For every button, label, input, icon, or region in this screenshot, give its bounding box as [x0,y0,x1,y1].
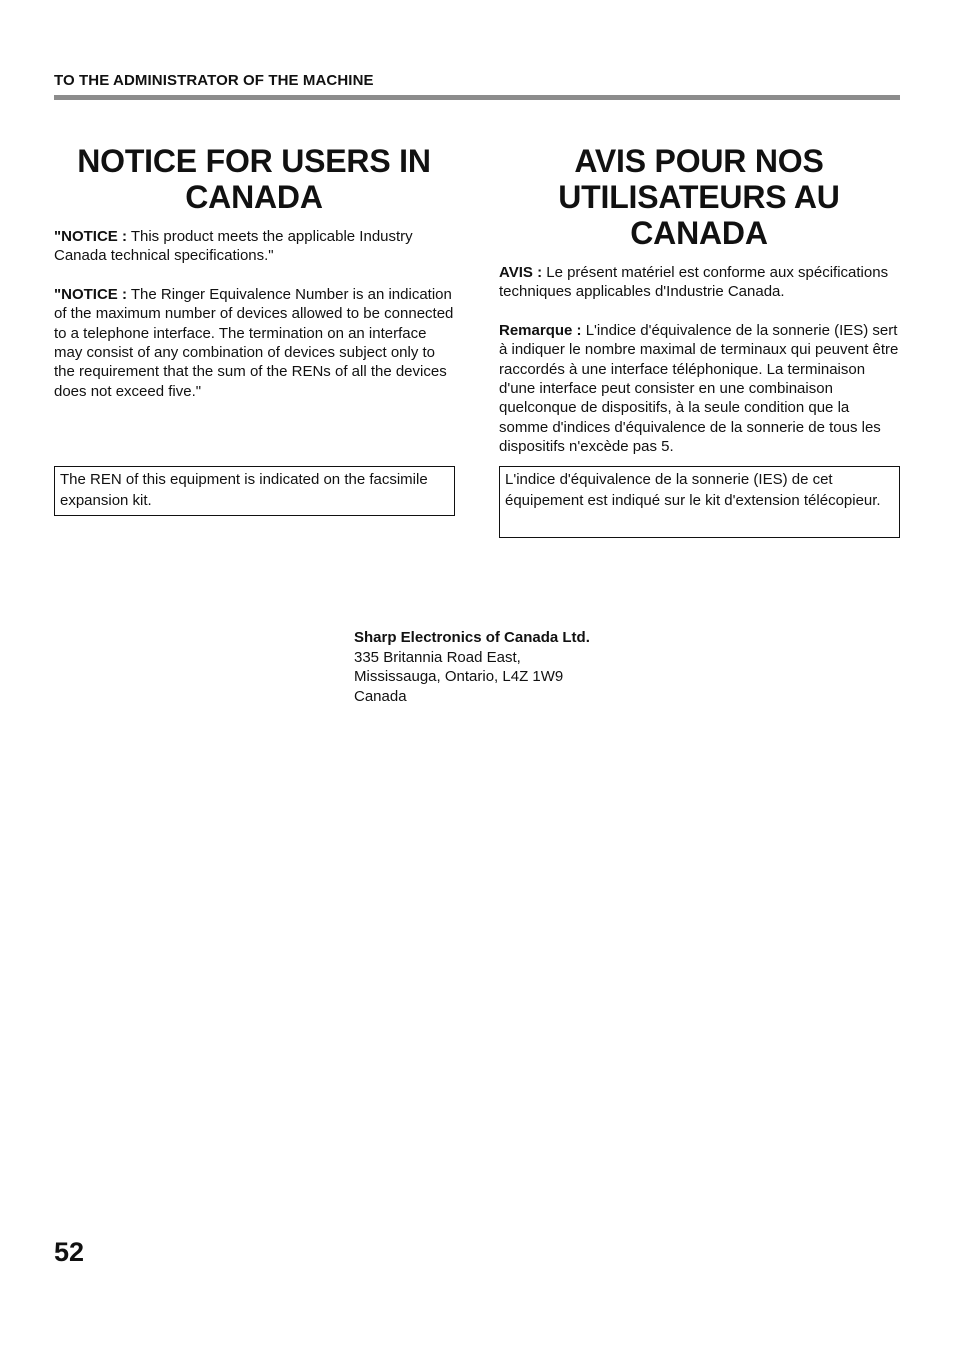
remarque-label: Remarque : [499,321,582,339]
notice-2-label: "NOTICE : [54,285,127,303]
avis-text: Le présent matériel est conforme aux spécifications techniques applicables d'Industrie Canada. [499,264,889,301]
french-heading: AVIS POUR NOS UTILISATEURS AU CANADA [558,143,840,251]
english-notice-2 [54,285,454,401]
header-divider [54,95,900,100]
address-line-1: 335 Britannia Road East, [354,648,521,666]
french-avis [499,263,899,302]
english-notice-1 [54,227,454,266]
french-remarque [499,321,899,457]
english-heading: NOTICE FOR USERS IN CANADA [77,143,431,215]
section-header: TO THE ADMINISTRATOR OF THE MACHINE [54,72,374,89]
company-name: Sharp Electronics of Canada Ltd. [354,629,590,646]
remarque-text: L'indice d'équivalence de la sonnerie (IES) sert à indiquer le nombre maximal de terminaux qui peuvent être raccordés à une interface téléphonique. La terminaison d'une interface peut consister en une combinaison quelconque de dispositifs, à la seule condition que la somme d'indices d'équivalence de la sonnerie de tous les dispositifs n'excède pas 5. [499,321,899,456]
avis-label: AVIS : [499,264,543,281]
english-notice-column [54,143,454,401]
notice-1-text: This product meets the applicable Industry Canada technical specifications." [54,228,413,265]
address-line-3: Canada [354,687,407,705]
page-number: 52 [54,1237,85,1267]
address-line-2: Mississauga, Ontario, L4Z 1W9 [354,668,564,685]
french-notice-column [499,143,899,457]
english-ren-box: The REN of this equipment is indicated on the facsimile expansion kit. [54,466,455,516]
french-ies-box: L'indice d'équivalence de la sonnerie (IES) de cet équipement est indiqué sur le kit d'extension télécopieur. [499,466,900,538]
notice-1-label: "NOTICE : [54,228,127,245]
company-address [354,628,590,706]
notice-2-text: The Ringer Equivalence Number is an indication of the maximum number of devices allowed to be connected to a telephone interface. The termination on an interface may consist of any combination of devices subject only to the requirement that the sum of the RENs of all the devices does not exceed five." [54,285,454,400]
